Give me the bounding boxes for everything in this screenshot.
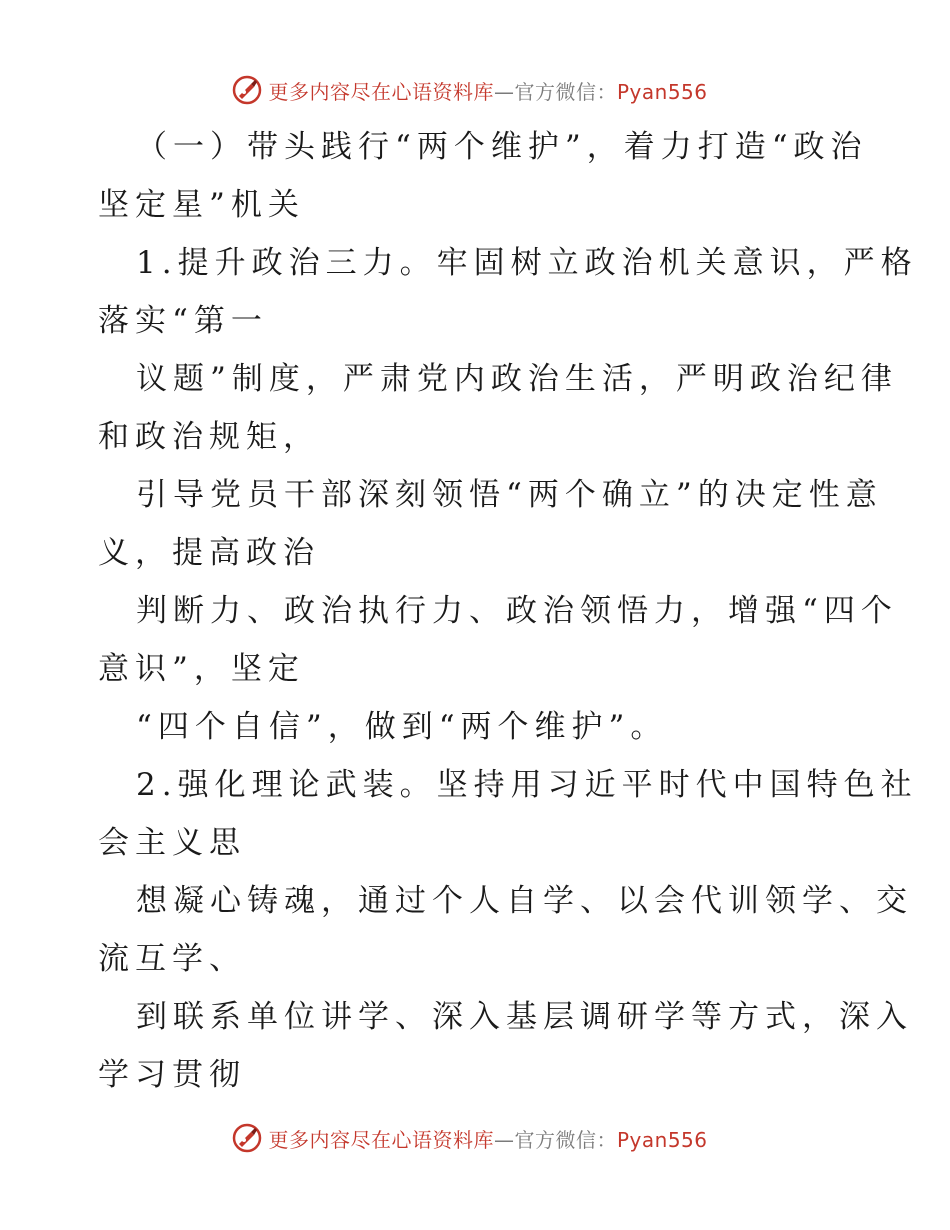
text-line: 到联系单位讲学、深入基层调研学等方式，深入 bbox=[136, 999, 913, 1035]
text-line: 2.强化理论武装。坚持用习近平时代中国特色社 bbox=[136, 767, 918, 803]
text-line: 想凝心铸魂，通过个人自学、以会代训领学、交 bbox=[136, 883, 913, 919]
text-line: 议题”制度，严肃党内政治生活，严明政治纪律 bbox=[136, 361, 898, 397]
watermark-label: —官方微信： bbox=[493, 1127, 617, 1152]
text-line: 1.提升政治三力。牢固树立政治机关意识，严格 bbox=[136, 245, 918, 281]
logo-icon bbox=[232, 75, 262, 105]
watermark-text bbox=[268, 76, 707, 105]
text-line: 落实“第一 bbox=[98, 303, 268, 339]
watermark-wechat-id: Pyan556 bbox=[616, 79, 708, 104]
text-line: 流互学、 bbox=[98, 941, 246, 977]
text-line: 判断力、政治执行力、政治领悟力，增强“四个 bbox=[136, 593, 898, 629]
text-line: 意识”，坚定 bbox=[98, 651, 305, 687]
text-line: 学习贯彻 bbox=[98, 1057, 246, 1093]
watermark-slogan: 更多内容尽在心语资料库 bbox=[268, 79, 494, 104]
watermark-text bbox=[268, 1124, 707, 1153]
footer-watermark bbox=[0, 1118, 950, 1158]
logo-icon bbox=[232, 1123, 262, 1153]
text-line: 引导党员干部深刻领悟“两个确立”的决定性意 bbox=[136, 477, 883, 513]
watermark-wechat-id: Pyan556 bbox=[616, 1127, 708, 1152]
watermark-label: —官方微信： bbox=[493, 79, 617, 104]
section-heading-line: （一）带头践行“两个维护”，着力打造“政治 bbox=[136, 129, 868, 165]
text-line: 义，提高政治 bbox=[98, 535, 320, 571]
document-body bbox=[98, 118, 918, 1104]
text-line: 会主义思 bbox=[98, 825, 246, 861]
header-watermark bbox=[0, 70, 950, 110]
watermark-slogan: 更多内容尽在心语资料库 bbox=[268, 1127, 494, 1152]
text-line: “四个自信”，做到“两个维护”。 bbox=[136, 709, 668, 745]
text-line: 和政治规矩， bbox=[98, 419, 320, 455]
text-line: 坚定星”机关 bbox=[98, 187, 305, 223]
